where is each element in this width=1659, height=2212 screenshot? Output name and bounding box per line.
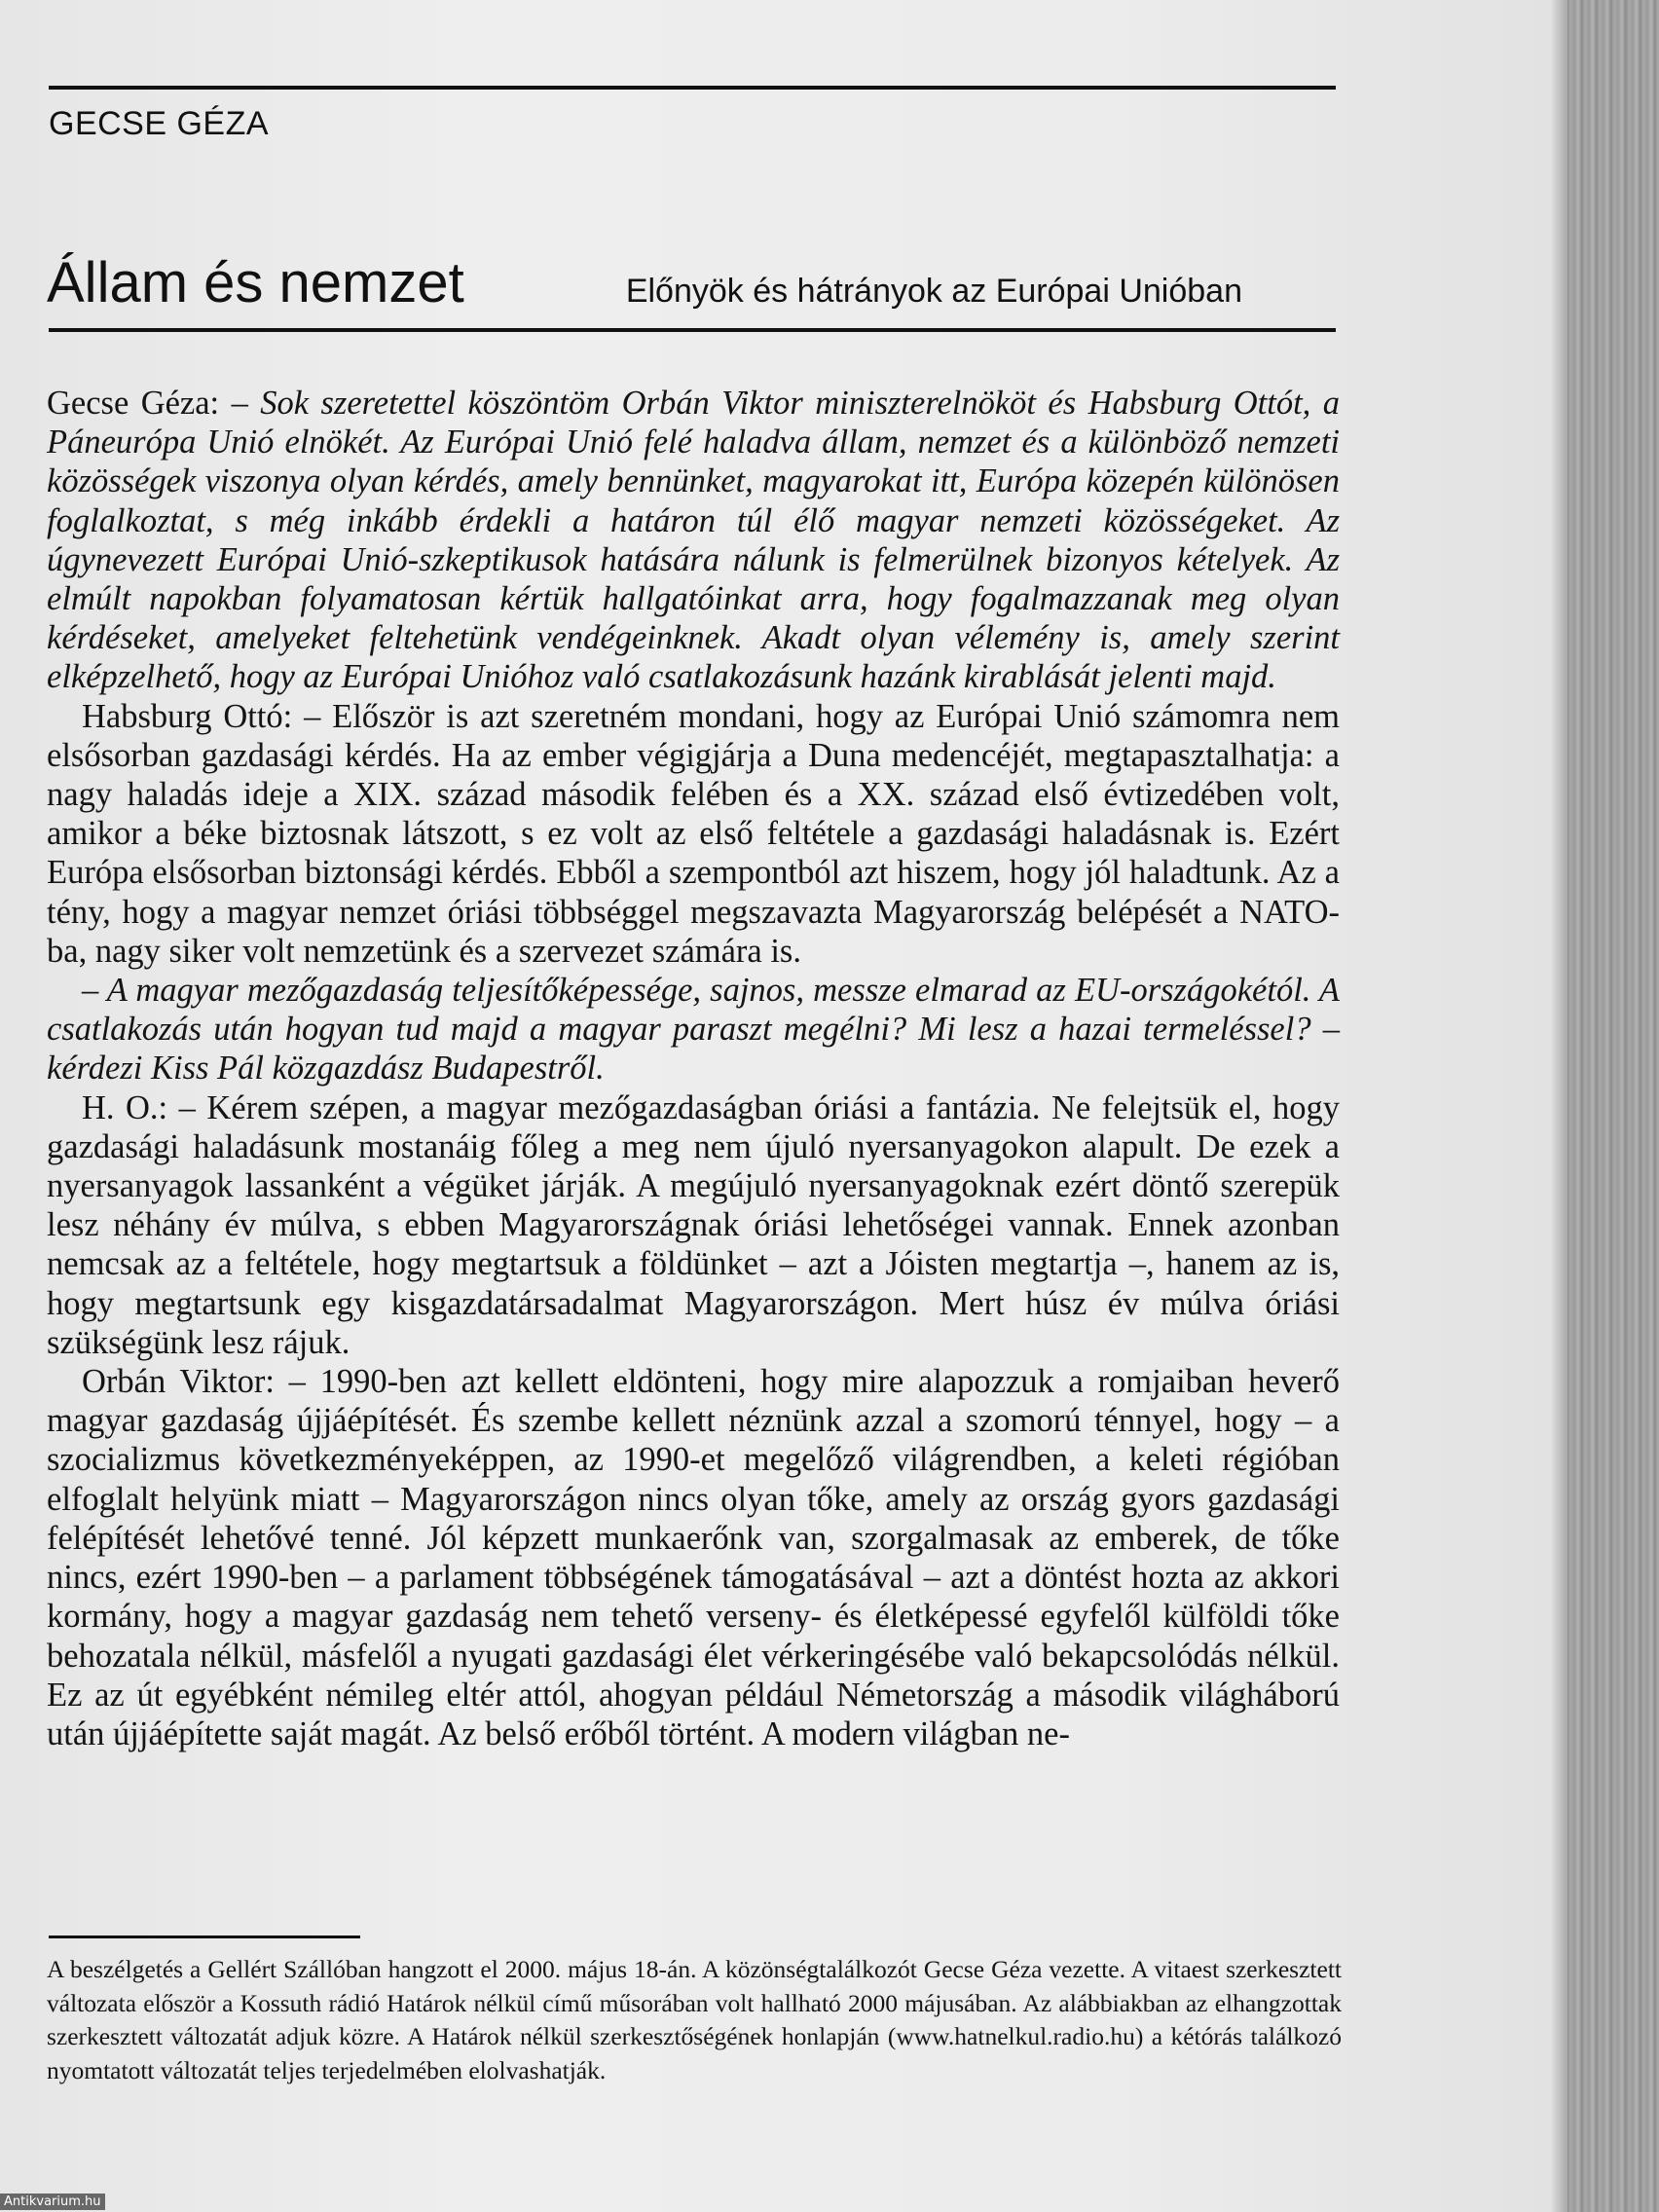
title-rule bbox=[49, 328, 1336, 332]
paragraph-text: – Kérem szépen, a magyar mezőgazdaságban óriási a fantázia. Ne felejtsük el, hogy gazdasági haladásunk mostanáig főleg a meg nem újuló nyersanyagokon alapult. De ezek a nyersanyagok lassanként a végüket járják. A megújuló nyersanyagoknak ezért döntő szerepük lesz néhány év múlva, s ebben Magyarországnak óriási lehetőségei vannak. Ennek azonban nemcsak az a feltétele, hogy megtartsuk a földünket – azt a Jóisten megtartja –, hanem az is, hogy megtartsunk egy kisgazdatársadalmat Magyarországon. Mert húsz év múlva óriási szükségünk lesz rájuk. bbox=[47, 1088, 1340, 1361]
speaker: H. O.: bbox=[82, 1088, 179, 1126]
article-body bbox=[47, 384, 1340, 1753]
footnote: A beszélgetés a Gellért Szállóban hangzott el 2000. május 18-án. A közönségtalálkozót Gecse Géza vezette. A vitaest szerkesztett változata először a Kossuth rádió Határok nélkül című műsorában volt hallható 2000 májusában. Az alábbiakban az elhangzottak szerkesztett változatát adjuk közre. A Határok nélkül szerkesztőségének honlapján (www.hatnelkul.radio.hu) a kétórás találkozó nyomtatott változatát teljes terjedelmében elolvashatják. bbox=[47, 1955, 1342, 2084]
paragraph-text: – 1990-ben azt kellett eldönteni, hogy mire alapozzuk a romjaiban heverő magyar gazdaság újjáépítését. És szembe kellett néznünk azzal a szomorú ténnyel, hogy – a szocializmus következményeképpen, az 1990-et megelőző világrendben, a keleti régióban elfoglalt helyünk miatt – Magyarországon nincs olyan tőke, amely az ország gyors gazdasági felépítését lehetővé tenné. Jól képzett munkaerőnk van, szorgalmasak az emberek, de tőke nincs, ezért 1990-ben – a parlament többségének támogatásával – azt a döntést hozta az akkori kormány, hogy a magyar gazdaság nem tehető verseny- és életképessé egyfelől külföldi tőke behozatala nélkül, másfelől a nyugati gazdasági élet vérkeringésébe való bekapcsolódás nélkül. Ez az út egyébként némileg eltér attól, ahogyan például Németország a második világháború után újjáépítette saját magát. Az belső erőből történt. A modern világban ne- bbox=[47, 1363, 1340, 1752]
header-rule bbox=[49, 86, 1336, 90]
paragraph bbox=[47, 971, 1340, 1088]
book-binding-edge bbox=[1567, 0, 1659, 2212]
page-gutter-shadow bbox=[1550, 0, 1567, 2212]
speaker: Gecse Géza: bbox=[47, 385, 232, 422]
watermark: Antikvarium.hu bbox=[0, 2194, 105, 2210]
article-subtitle: Előnyök és hátrányok az Európai Unióban bbox=[625, 273, 1242, 310]
article-title: Állam és nemzet bbox=[47, 251, 464, 314]
speaker: Orbán Viktor: bbox=[82, 1363, 289, 1401]
speaker: Habsburg Ottó: bbox=[82, 697, 305, 735]
paragraph-text: – Sok szeretettel köszöntöm Orbán Viktor miniszterelnököt és Habsburg Ottót, a Páneurópa Unió elnökét. Az Európai Unió felé haladva állam, nemzet és a különböző nemzeti közösségek viszonya olyan kérdés, amely bennünket, magyarokat itt, Európa közepén különösen foglalkoztat, s még inkább érdekli a határon túl élő magyar nemzeti közösségeket. Az úgynevezett Európai Unió-szkeptikusok hatására nálunk is felmerülnek bizonyos kételyek. Az elmúlt napokban folyamatosan kértük hallgatóinkat arra, hogy fogalmazzanak meg olyan kérdéseket, amelyeket feltehetünk vendégeinknek. Akadt olyan vélemény is, amely szerint elképzelhető, hogy az Európai Unióhoz való csatlakozásunk hazánk kirablását jelenti majd. bbox=[47, 385, 1340, 696]
paragraph bbox=[47, 384, 1340, 697]
footnote-rule bbox=[49, 1936, 360, 1938]
running-head-author: GECSE GÉZA bbox=[49, 105, 270, 142]
paragraph-text: – Először is azt szeretném mondani, hogy az Európai Unió számomra nem elsősorban gazdasági kérdés. Ha az ember végigjárja a Duna medencéjét, megtapasztalhatja: a nagy haladás ideje a XIX. század második felében és a XX. század első évtizedében volt, amikor a béke biztosnak látszott, s ez volt az első feltétele a gazdasági haladásnak is. Ezért Európa elsősorban biztonsági kérdés. Ebből a szempontból azt hiszem, hogy jól haladtunk. Az a tény, hogy a magyar nemzet óriási többséggel megszavazta Magyarország belépését a NATO-ba, nagy siker volt nemzetünk és a szervezet számára is. bbox=[47, 697, 1340, 970]
paragraph-text: – A magyar mezőgazdaság teljesítőképessége, sajnos, messze elmarad az EU-országokétól. A csatlakozás után hogyan tud majd a magyar paraszt megélni? Mi lesz a hazai termeléssel? – kérdezi Kiss Pál közgazdász Budapestről. bbox=[47, 972, 1340, 1088]
paragraph bbox=[47, 697, 1340, 971]
paragraph bbox=[47, 1362, 1340, 1753]
paragraph bbox=[47, 1088, 1340, 1362]
